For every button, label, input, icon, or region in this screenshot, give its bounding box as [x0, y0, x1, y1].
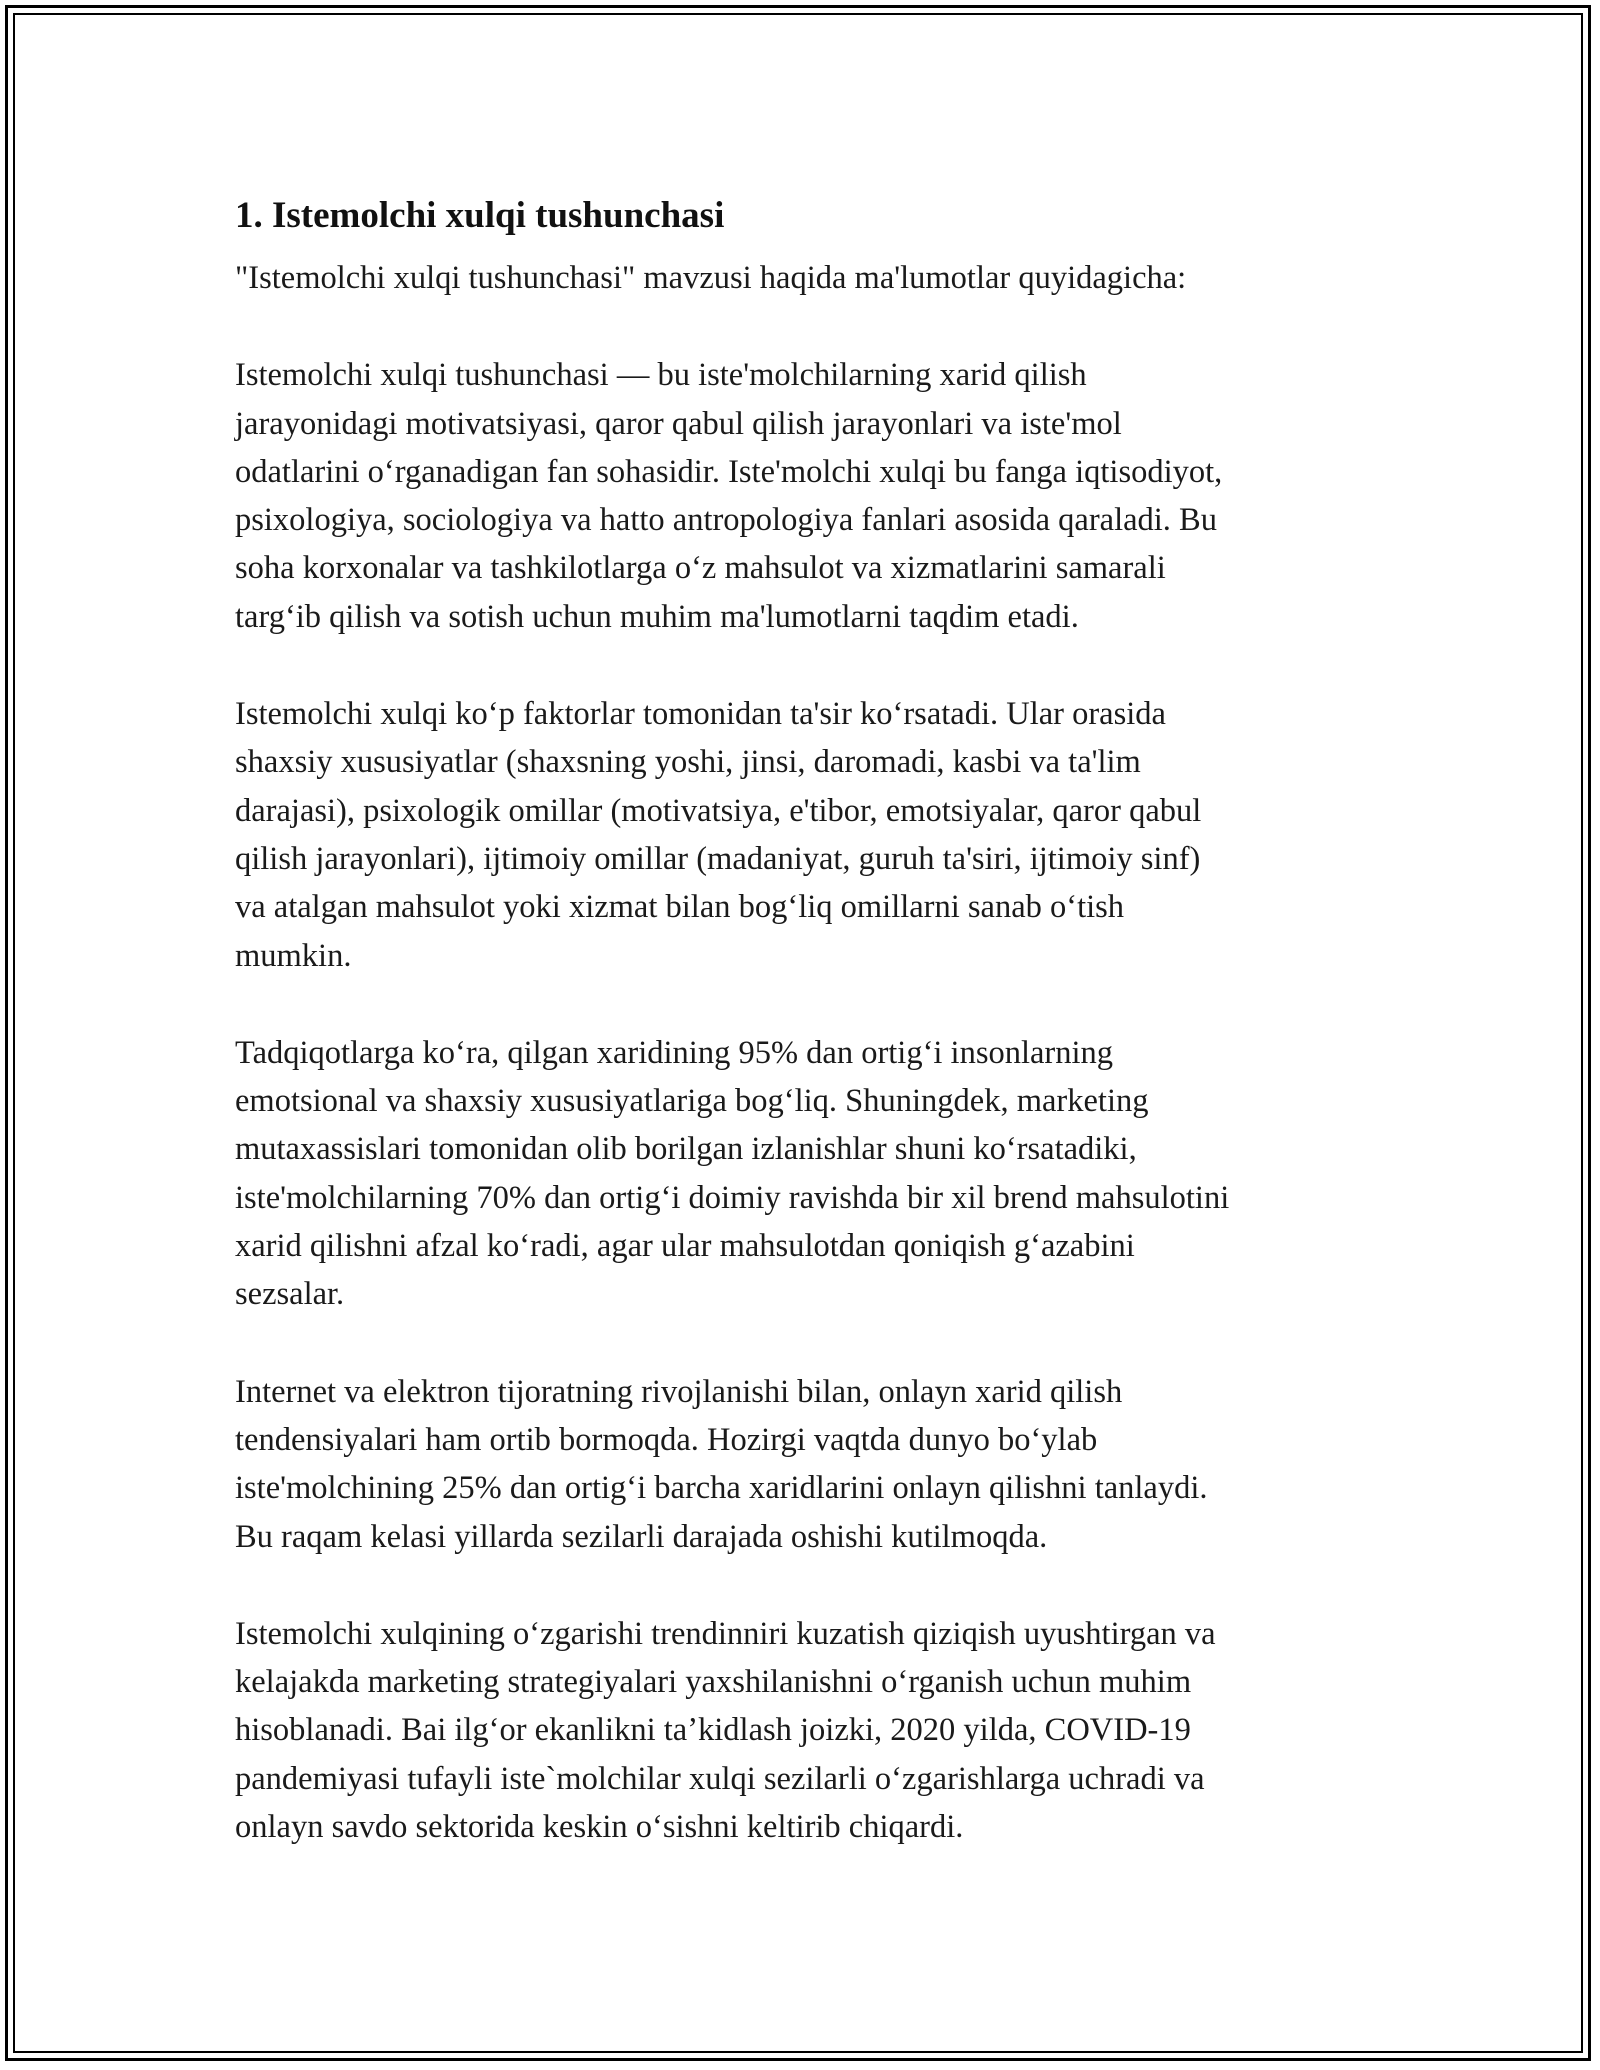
text-line: va atalgan mahsulot yoki xizmat bilan bogʻliq omillarni sanab oʻtish	[235, 889, 1125, 926]
text-line: psixologiya, sociologiya va hatto antropologiya fanlari asosida qaraladi. Bu	[235, 502, 1217, 539]
text-line: Istemolchi xulqi koʻp faktorlar tomonidan ta'sir koʻrsatadi. Ular orasida	[235, 696, 1166, 733]
paragraph-definition	[235, 351, 1370, 641]
text-line: Tadqiqotlarga koʻra, qilgan xaridining 95% dan ortigʻi insonlarning	[235, 1034, 1114, 1071]
paragraph-factors	[235, 690, 1370, 980]
paragraph-intro	[235, 254, 1370, 302]
text-line: tendensiyalari ham ortib bormoqda. Hozirgi vaqtda dunyo boʻylab	[235, 1421, 1098, 1458]
text-line: targʻib qilish va sotish uchun muhim ma'lumotlarni taqdim etadi.	[235, 598, 1079, 635]
text-line: Istemolchi xulqining oʻzgarishi trendinniri kuzatish qiziqish uyushtirgan va	[235, 1615, 1216, 1652]
text-line: iste'molchilarning 70% dan ortigʻi doimiy ravishda bir xil brend mahsulotini	[235, 1179, 1230, 1216]
text-line: "Istemolchi xulqi tushunchasi" mavzusi haqida ma'lumotlar quyidagicha:	[235, 260, 1187, 296]
text-line: Internet va elektron tijoratning rivojlanishi bilan, onlayn xarid qilish	[235, 1373, 1123, 1410]
text-line: shaxsiy xususiyatlar (shaxsning yoshi, jinsi, daromadi, kasbi va ta'lim	[235, 744, 1141, 781]
section-heading: 1. Istemolchi xulqi tushunchasi	[235, 195, 725, 236]
text-line: hisoblanadi. Bai ilgʻor ekanlikni taʼkidlash joizki, 2020 yilda, COVID-19	[235, 1712, 1191, 1749]
text-line: qilish jarayonlari), ijtimoiy omillar (madaniyat, guruh ta'siri, ijtimoiy sinf)	[235, 840, 1201, 877]
text-line: Istemolchi xulqi tushunchasi — bu iste'molchilarning xarid qilish	[235, 357, 1087, 394]
text-line: darajasi), psixologik omillar (motivatsiya, e'tibor, emotsiyalar, qaror qabul	[235, 792, 1202, 829]
text-line: mutaxassislari tomonidan olib borilgan izlanishlar shuni koʻrsatadiki,	[235, 1131, 1137, 1168]
text-line: Bu raqam kelasi yillarda sezilarli darajada oshishi kutilmoqda.	[235, 1518, 1048, 1555]
text-line: kelajakda marketing strategiyalari yaxshilanishni oʻrganish uchun muhim	[235, 1664, 1192, 1701]
text-line: pandemiyasi tufayli iste`molchilar xulqi sezilarli oʻzgarishlarga uchradi va	[235, 1760, 1205, 1797]
text-line: iste'molchining 25% dan ortigʻi barcha xaridlarini onlayn qilishni tanlaydi.	[235, 1470, 1208, 1507]
text-line: onlayn savdo sektorida keskin oʻsishni keltirib chiqardi.	[235, 1809, 964, 1846]
paragraph-online	[235, 1368, 1370, 1561]
text-line: mumkin.	[235, 937, 352, 974]
document-body	[235, 188, 1370, 1900]
text-line: soha korxonalar va tashkilotlarga oʻz mahsulot va xizmatlarini samarali	[235, 550, 1166, 587]
text-line: odatlarini oʻrganadigan fan sohasidir. Iste'molchi xulqi bu fanga iqtisodiyot,	[235, 453, 1223, 490]
text-line: sezsalar.	[235, 1276, 345, 1313]
text-line: emotsional va shaxsiy xususiyatlariga bogʻliq. Shuningdek, marketing	[235, 1083, 1149, 1120]
paragraph-trends	[235, 1610, 1370, 1851]
text-line: xarid qilishni afzal koʻradi, agar ular mahsulotdan qoniqish gʻazabini	[235, 1228, 1135, 1265]
paragraph-research	[235, 1029, 1370, 1319]
text-line: jarayonidagi motivatsiyasi, qaror qabul qilish jarayonlari va iste'mol	[235, 405, 1122, 442]
